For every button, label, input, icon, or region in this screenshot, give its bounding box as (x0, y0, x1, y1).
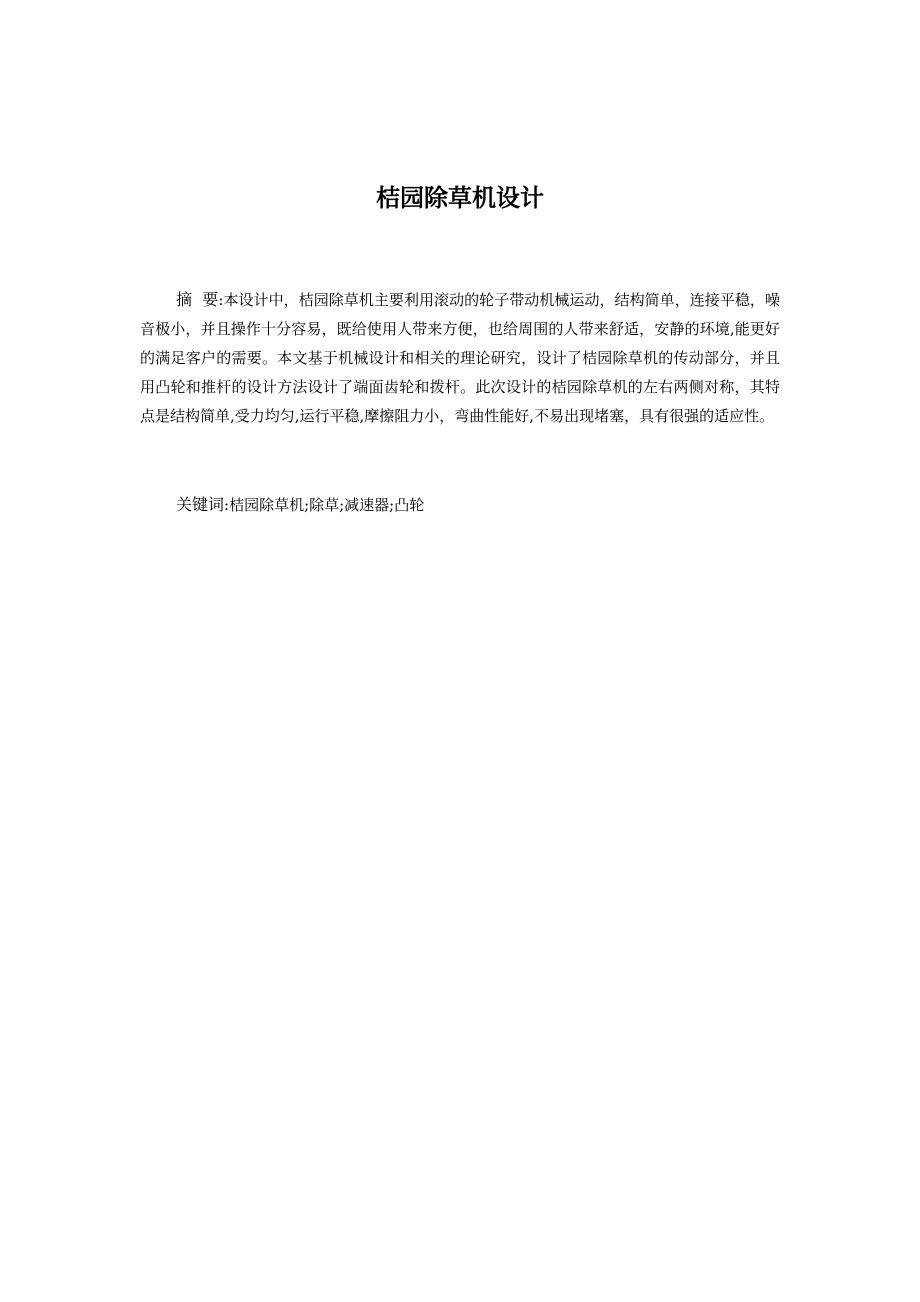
abstract-label: 摘 要 (176, 290, 219, 309)
keywords-text: 桔园除草机;除草;减速器;凸轮 (229, 496, 425, 514)
abstract-paragraph (140, 285, 780, 431)
page-title: 桔园除草机设计 (376, 184, 544, 212)
keywords-label: 关键词 (176, 495, 225, 514)
abstract-separator: : (218, 291, 224, 309)
keywords-line (176, 490, 776, 520)
abstract-text: 本设计中，桔园除草机主要利用滚动的轮子带动机械运动，结构简单，连接平稳，噪音极小，并且操作十分容易，既给使用人带来方便，也给周围的人带来舒适，安静的环境,能更好的满足客户的需要。本文基于机械设计和相关的理论研究，设计了桔园除草机的传动部分，并且用凸轮和推杆的设计方法设计了端面齿轮和拨杆。此次设计的桔园除草机的左右两侧对称，其特点是结构简单,受力均匀,运行平稳,摩擦阻力小，弯曲性能好,不易出现堵塞，具有很强的适应性。 (140, 291, 780, 425)
keywords-separator: : (224, 496, 230, 514)
